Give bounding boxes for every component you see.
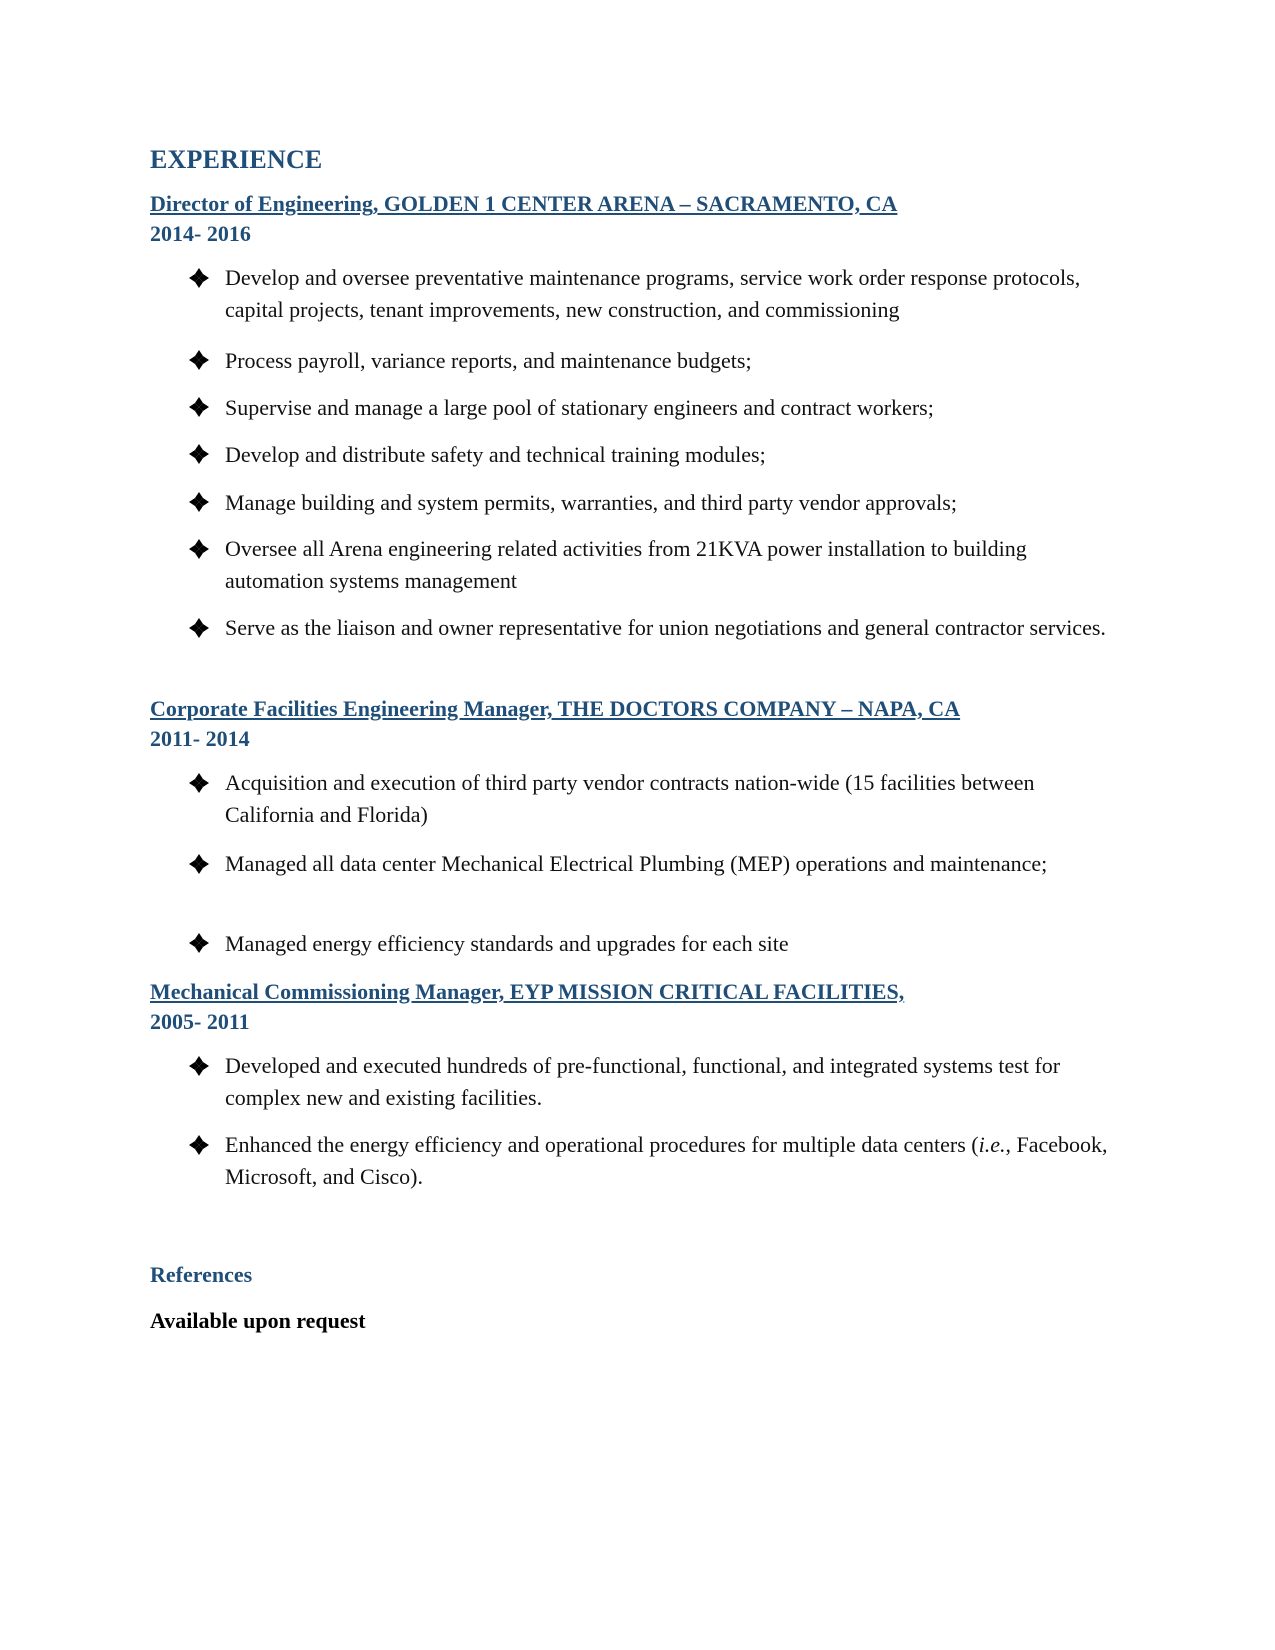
- bullet-text: [225, 1129, 1125, 1193]
- bullet-text-part: , Facebook, Microsoft, and Cisco).: [225, 1132, 1108, 1189]
- job-years: 2005- 2011: [150, 1009, 250, 1034]
- bullet-text: Develop and oversee preventative maintenance programs, service work order response protocols, capital projects, tenant improvements, new construction, and commissioning: [225, 265, 1081, 322]
- bullet-text: Develop and distribute safety and technical training modules;: [225, 442, 766, 467]
- bullet-text: Serve as the liaison and owner representative for union negotiations and general contractor services.: [225, 615, 1106, 640]
- bullet-text: Manage building and system permits, warranties, and third party vendor approvals;: [225, 490, 957, 515]
- job-title: Mechanical Commissioning Manager, EYP MISSION CRITICAL FACILITIES,: [150, 979, 905, 1004]
- diamond-bullet-icon: [188, 491, 210, 513]
- job-entry: [150, 189, 1150, 249]
- bullet-text: Developed and executed hundreds of pre-functional, functional, and integrated systems test for complex new and existing facilities.: [225, 1053, 1061, 1110]
- bullet-text: Managed all data center Mechanical Electrical Plumbing (MEP) operations and maintenance;: [225, 851, 1048, 876]
- diamond-bullet-icon: [188, 617, 210, 639]
- job-entry: [150, 694, 1150, 754]
- bullet-text: Process payroll, variance reports, and maintenance budgets;: [225, 348, 752, 373]
- diamond-bullet-icon: [188, 267, 210, 289]
- job-entry: [150, 977, 1150, 1037]
- diamond-bullet-icon: [188, 853, 210, 875]
- bullet-text: Managed energy efficiency standards and upgrades for each site: [225, 931, 789, 956]
- diamond-bullet-icon: [188, 1055, 210, 1077]
- job-title: Director of Engineering, GOLDEN 1 CENTER ARENA – SACRAMENTO, CA: [150, 191, 898, 216]
- diamond-bullet-icon: [188, 349, 210, 371]
- bullet-text-italic: i.e.: [978, 1132, 1006, 1157]
- bullet-text: Supervise and manage a large pool of stationary engineers and contract workers;: [225, 395, 934, 420]
- diamond-bullet-icon: [188, 932, 210, 954]
- job-years: 2014- 2016: [150, 221, 251, 246]
- bullet-text-part: Enhanced the energy efficiency and operational procedures for multiple data centers (: [225, 1132, 979, 1157]
- experience-heading: EXPERIENCE: [150, 145, 323, 174]
- references-heading: References: [150, 1262, 253, 1287]
- references-text: Available upon request: [150, 1308, 366, 1333]
- bullet-text: Oversee all Arena engineering related activities from 21KVA power installation to building automation systems management: [225, 536, 1027, 593]
- diamond-bullet-icon: [188, 396, 210, 418]
- diamond-bullet-icon: [188, 1134, 210, 1156]
- bullet-text: Acquisition and execution of third party vendor contracts nation-wide (15 facilities between California and Florida): [225, 770, 1035, 827]
- job-years: 2011- 2014: [150, 726, 250, 751]
- diamond-bullet-icon: [188, 538, 210, 560]
- diamond-bullet-icon: [188, 772, 210, 794]
- diamond-bullet-icon: [188, 443, 210, 465]
- job-title: Corporate Facilities Engineering Manager, THE DOCTORS COMPANY – NAPA, CA: [150, 696, 961, 721]
